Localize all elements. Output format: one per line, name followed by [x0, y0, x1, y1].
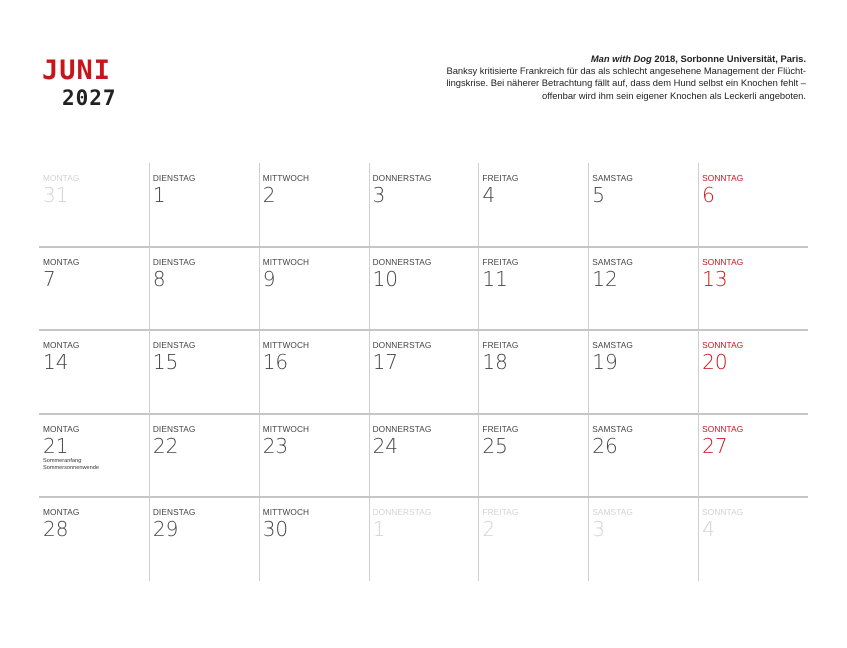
day-number: 12: [592, 266, 618, 291]
weekday-label: SONNTAG: [702, 256, 744, 267]
weekday-label: DONNERSTAG: [372, 340, 432, 351]
day-number: 5: [592, 183, 606, 207]
day-cell[interactable]: [149, 330, 259, 414]
weekday-label: DONNERSTAG: [372, 507, 432, 518]
day-cell[interactable]: [478, 497, 588, 581]
weekday-label: FREITAG: [482, 423, 519, 434]
weekday-label: SAMSTAG: [592, 340, 633, 351]
day-cell[interactable]: [588, 330, 698, 414]
weekday-label: SONNTAG: [702, 507, 744, 518]
weekday-label: DIENSTAG: [152, 340, 196, 351]
weekday-label: MONTAG: [43, 507, 80, 518]
weekday-label: DONNERSTAG: [372, 173, 432, 183]
day-cell[interactable]: [259, 414, 369, 498]
day-cell[interactable]: [149, 163, 259, 247]
day-number: 13: [702, 266, 728, 291]
day-cell[interactable]: [149, 247, 259, 331]
weekday-label: SAMSTAG: [592, 256, 633, 267]
day-number: 25: [482, 433, 508, 458]
day-cell[interactable]: [478, 330, 588, 414]
day-number: 14: [43, 350, 69, 375]
day-number: 4: [702, 517, 715, 542]
day-cell[interactable]: [698, 414, 808, 498]
day-number: 24: [372, 433, 399, 458]
day-number: 9: [262, 266, 276, 291]
weekday-label: MONTAG: [43, 340, 80, 351]
artwork-title: Man with Dog: [590, 53, 652, 64]
day-cell[interactable]: [588, 414, 698, 498]
day-cell[interactable]: [259, 497, 369, 581]
day-cell[interactable]: [478, 163, 588, 247]
day-number: 19: [592, 350, 618, 375]
weekday-label: MITTWOCH: [262, 173, 310, 183]
day-number: 16: [262, 350, 289, 375]
weekday-label: MITTWOCH: [262, 256, 310, 267]
weekday-label: SONNTAG: [702, 340, 744, 351]
weekday-label: DONNERSTAG: [372, 423, 432, 434]
weekday-label: DIENSTAG: [152, 423, 196, 434]
day-note: [43, 458, 99, 472]
day-number: 11: [482, 266, 508, 291]
caption-line: Banksy kritisierte Frankreich für das als schlecht angesehene Management der Flücht-: [446, 65, 806, 77]
day-number: 2: [482, 517, 496, 542]
day-number: 4: [482, 183, 496, 207]
weekday-label: FREITAG: [482, 173, 519, 183]
weekday-label: SONNTAG: [702, 423, 744, 434]
day-cell[interactable]: [259, 330, 369, 414]
day-number: 22: [152, 433, 179, 458]
month-heading: [42, 56, 122, 110]
day-cell[interactable]: [588, 247, 698, 331]
day-cell[interactable]: [259, 163, 369, 247]
weekday-label: MITTWOCH: [262, 340, 310, 351]
day-number: 30: [262, 517, 289, 542]
day-number: 1: [372, 517, 386, 542]
day-cell[interactable]: [369, 247, 479, 331]
year: 2027: [62, 86, 117, 110]
day-cell[interactable]: [369, 163, 479, 247]
day-number: 7: [43, 266, 56, 291]
day-note-line: Sommeranfang: [43, 457, 82, 464]
day-number: 17: [372, 350, 399, 375]
day-number: 21: [43, 433, 69, 458]
day-number: 3: [372, 183, 386, 207]
day-cell[interactable]: [39, 497, 149, 581]
weekday-label: DIENSTAG: [152, 173, 196, 183]
day-cell[interactable]: [698, 330, 808, 414]
day-cell[interactable]: [698, 163, 808, 247]
day-note-line: Sommersonnenwende: [43, 464, 99, 471]
day-number: 31: [43, 183, 69, 207]
day-cell[interactable]: [698, 497, 808, 581]
weekday-label: DIENSTAG: [152, 256, 196, 267]
day-cell[interactable]: [39, 163, 149, 247]
day-cell[interactable]: [588, 163, 698, 247]
day-cell[interactable]: [149, 497, 259, 581]
day-cell[interactable]: [478, 414, 588, 498]
weekday-label: MITTWOCH: [262, 423, 310, 434]
caption-line: lingskrise. Bei näherer Betrachtung fällt auf, dass dem Hund selbst ein Knochen fehlt –: [446, 77, 806, 89]
weekday-label: MITTWOCH: [262, 507, 310, 518]
weekday-label: DIENSTAG: [152, 507, 196, 518]
day-number: 27: [702, 433, 728, 458]
day-cell[interactable]: [369, 330, 479, 414]
weekday-label: DONNERSTAG: [372, 256, 432, 267]
day-cell[interactable]: [39, 414, 149, 498]
caption-line: offenbar wird ihm sein eigener Knochen als Leckerli angeboten.: [541, 89, 806, 101]
day-cell[interactable]: [478, 247, 588, 331]
day-cell[interactable]: [369, 497, 479, 581]
month-name: JUNI: [42, 55, 112, 86]
weekday-label: SONNTAG: [702, 173, 744, 183]
day-number: 10: [372, 266, 399, 291]
day-number: 1: [152, 183, 166, 207]
day-number: 23: [262, 433, 289, 458]
day-cell[interactable]: [39, 247, 149, 331]
day-cell[interactable]: [369, 414, 479, 498]
day-number: 28: [43, 517, 69, 542]
day-cell[interactable]: [259, 247, 369, 331]
weekday-label: SAMSTAG: [592, 423, 633, 434]
artwork-caption: [366, 53, 806, 102]
weekday-label: MONTAG: [43, 173, 80, 183]
weekday-label: MONTAG: [43, 256, 80, 267]
day-number: 20: [702, 350, 728, 375]
day-number: 6: [702, 183, 715, 207]
day-cell[interactable]: [698, 247, 808, 331]
day-cell[interactable]: [588, 497, 698, 581]
day-cell[interactable]: [39, 330, 149, 414]
weekday-label: FREITAG: [482, 340, 519, 351]
day-number: 29: [152, 517, 179, 542]
weekday-label: FREITAG: [482, 507, 519, 518]
calendar-grid: [39, 163, 808, 581]
artwork-details: 2018, Sorbonne Universität, Paris.: [654, 53, 806, 64]
day-number: 18: [482, 350, 508, 375]
day-cell[interactable]: [149, 414, 259, 498]
day-number: 3: [592, 517, 606, 542]
day-number: 26: [592, 433, 618, 458]
weekday-label: SAMSTAG: [592, 173, 633, 183]
day-number: 2: [262, 183, 276, 207]
day-number: 15: [152, 350, 179, 375]
weekday-label: SAMSTAG: [592, 507, 633, 518]
caption-title: [366, 53, 806, 65]
weekday-label: MONTAG: [43, 423, 80, 434]
day-number: 8: [152, 266, 166, 291]
weekday-label: FREITAG: [482, 256, 519, 267]
